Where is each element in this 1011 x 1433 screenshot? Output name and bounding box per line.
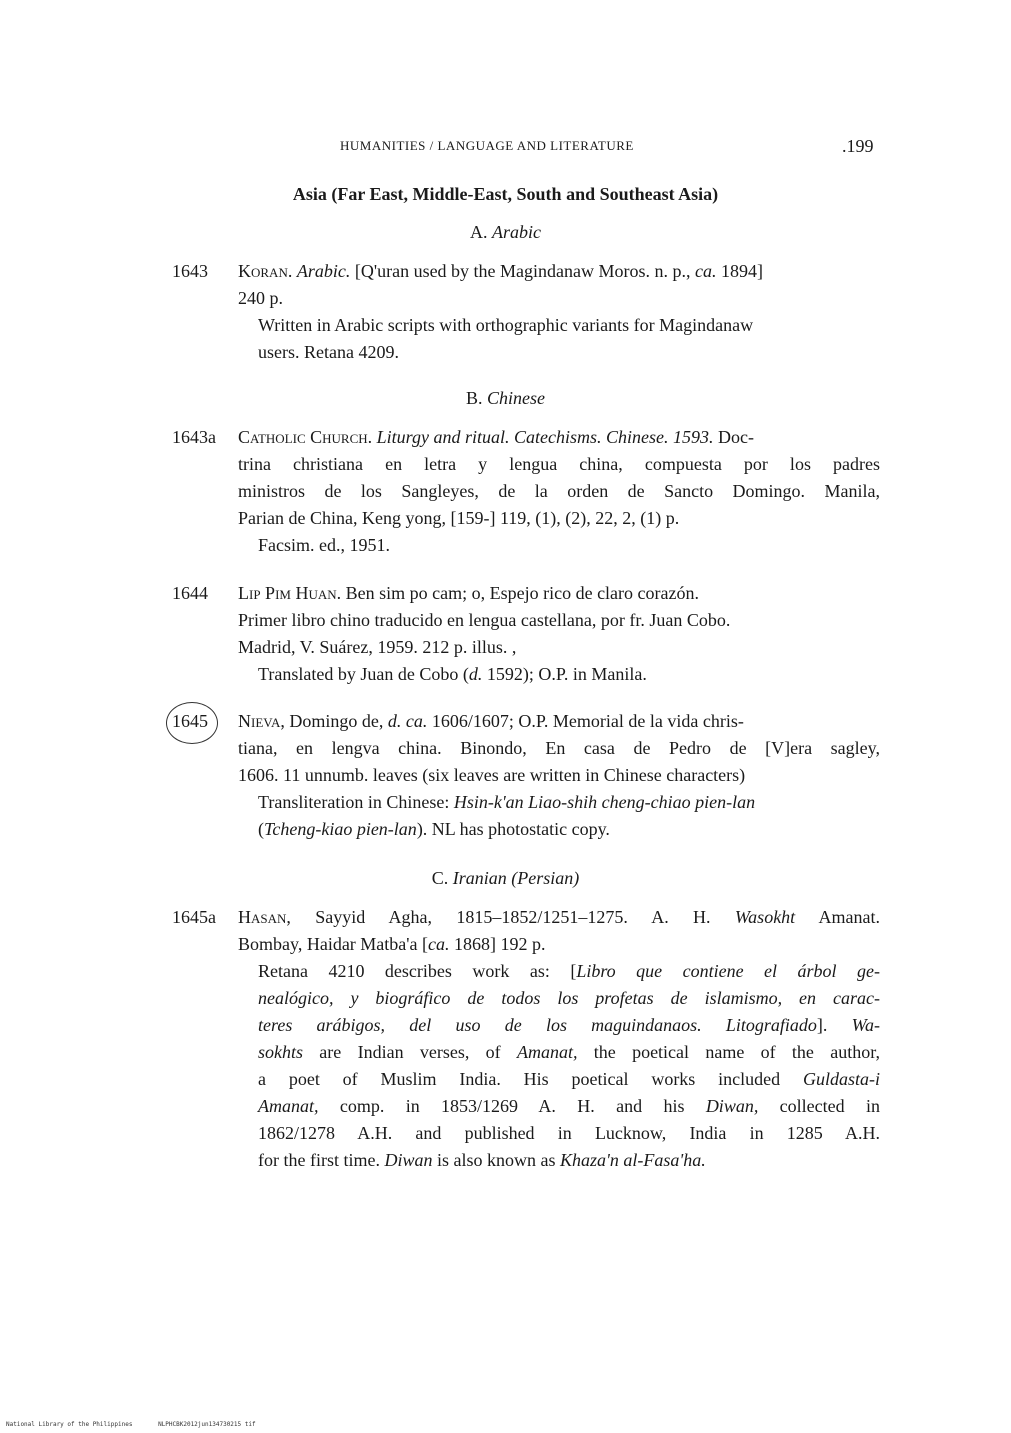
entry-line: tiana, en lengva china. Binondo, En casa de Pedro de [V]era sagley,	[238, 738, 880, 758]
entry-number: 1645a	[172, 907, 216, 927]
subsection-letter: B.	[465, 388, 483, 408]
entry-text: Amanat.	[795, 907, 880, 927]
entry-text: Wasokht	[734, 907, 796, 927]
entry-line: Parian de China, Keng yong, [159-] 119, (1), (2), 22, 2, (1) p.	[238, 508, 680, 528]
subsection-title-iranian	[0, 868, 1011, 889]
entry-text: ].	[816, 1015, 852, 1035]
entry-text: ). NL has photostatic copy.	[416, 819, 610, 839]
subsection-title-chinese	[0, 388, 1011, 409]
subsection-title-arabic	[0, 222, 1011, 243]
entry-text: 1606/1607; O.P. Memorial de la vida chris-	[427, 711, 744, 731]
entry-text: Retana 4210 describes work as: [	[258, 961, 577, 981]
entry-line	[238, 904, 880, 931]
entry-text: are Indian verses, of	[303, 1042, 517, 1062]
entry-text: a poet of Muslim India. His poetical works included	[258, 1069, 803, 1089]
entry-text: Transliteration in Chinese:	[258, 792, 454, 812]
page-number: .199	[842, 136, 874, 156]
entry-body	[238, 708, 880, 843]
entry-author: Koran.	[238, 261, 293, 281]
entry-note-line	[238, 789, 880, 816]
subsection-letter: C.	[431, 868, 449, 888]
entry-text: collected in	[758, 1096, 880, 1116]
entry-text: Translated by Juan de Cobo (	[258, 664, 469, 684]
entry-text: Arabic.	[296, 261, 351, 281]
entry-body	[238, 424, 880, 559]
entry-text: 1894]	[716, 261, 764, 281]
circle-mark	[166, 702, 218, 744]
entry-note-line: 1862/1278 A.H. and published in Lucknow, India in 1285 A.H.	[258, 1123, 880, 1143]
entry-text: Tcheng-kiao pien-lan	[264, 819, 417, 839]
entry-text: comp. in 1853/1269 A. H. and his	[318, 1096, 706, 1116]
entry-text: Diwan	[384, 1150, 433, 1170]
entry-body	[238, 580, 880, 688]
entry-body	[238, 258, 880, 366]
entry-note-line	[238, 985, 880, 1012]
entry-text: sokhts	[258, 1042, 303, 1062]
running-head: HUMANITIES / LANGUAGE AND LITERATURE	[340, 138, 634, 153]
entry-text: Hsin-k'an Liao-shih cheng-chiao pien-lan	[453, 792, 756, 812]
entry-note-line	[238, 1039, 880, 1066]
entry-text: 1868] 192 p.	[449, 934, 546, 954]
entry-text: Diwan,	[705, 1096, 759, 1116]
entry-text: teres arábigos, del uso de los maguindanaos. Litografiado	[258, 1015, 817, 1035]
entry-text: Libro que contiene el árbol ge-	[576, 961, 880, 981]
entry-note-line	[238, 1066, 880, 1093]
entry-author: Hasan,	[238, 907, 291, 927]
subsection-name: Iranian (Persian)	[452, 868, 580, 888]
entry-line: Madrid, V. Suárez, 1959. 212 p. illus. ,	[238, 637, 517, 657]
entry-text: Liturgy and ritual. Catechisms. Chinese. 1593.	[376, 427, 714, 447]
entry-line	[238, 931, 880, 958]
entry-text: ca.	[428, 934, 450, 954]
entry-text: [Q'uran used by the Magindanaw Moros. n. p.,	[354, 261, 696, 281]
entry-author: Nieva,	[238, 711, 285, 731]
entry-number: 1643a	[172, 427, 216, 447]
scan-footer	[6, 1421, 278, 1428]
entry-text: ca.	[695, 261, 717, 281]
entry-note-line	[238, 1012, 880, 1039]
entry-text: Guldasta-i	[802, 1069, 880, 1089]
entry-text: Khaza'n al-Fasa'ha.	[559, 1150, 706, 1170]
entry-line: 1606. 11 unnumb. leaves (six leaves are written in Chinese characters)	[238, 765, 746, 785]
entry-number: 1645	[172, 711, 208, 731]
entry-note-line: Facsim. ed., 1951.	[258, 535, 390, 555]
entry-text: Domingo de,	[289, 711, 388, 731]
section-title: Asia (Far East, Middle-East, South and Southeast Asia)	[292, 184, 719, 204]
footer-file-id: NLPHCBK2012jun134730215 tif	[158, 1421, 256, 1428]
entry-text: Sayyid Agha, 1815–1852/1251–1275. A. H.	[315, 907, 735, 927]
entry-line	[238, 424, 880, 451]
entry-note-line	[238, 661, 880, 688]
entry-author: Lip Pim Huan.	[238, 583, 342, 603]
entry-line: Primer libro chino traducido en lengua castellana, por fr. Juan Cobo.	[238, 610, 731, 630]
entry-text: Ben sim po cam; o, Espejo rico de claro corazón.	[345, 583, 700, 603]
entry-text: Bombay, Haidar Matba'a [	[238, 934, 429, 954]
entry-text: d.	[468, 664, 483, 684]
entry-text: for the first time.	[258, 1150, 385, 1170]
entry-note-line: users. Retana 4209.	[258, 342, 399, 362]
entry-note-line	[238, 816, 880, 843]
entry-line	[238, 580, 880, 607]
entry-body	[238, 904, 880, 1174]
entry-number: 1643	[172, 261, 208, 281]
footer-library: National Library of the Philippines	[6, 1421, 133, 1428]
entry-text: the poetical name of the author,	[577, 1042, 880, 1062]
entry-line	[238, 258, 880, 285]
entry-text: nealógico, y biográfico de todos los profetas de islamismo, en carac-	[258, 988, 880, 1008]
entry-line: trina christiana en letra y lengua china, compuesta por los padres	[238, 454, 880, 474]
entry-text: d. ca.	[387, 711, 428, 731]
entry-text: Amanat,	[258, 1096, 319, 1116]
entry-text: is also known as	[432, 1150, 560, 1170]
subsection-letter: A.	[470, 222, 488, 242]
entry-line: 240 p.	[238, 288, 283, 308]
entry-text: Wa-	[851, 1015, 880, 1035]
entry-line	[238, 708, 880, 735]
entry-text: 1592); O.P. in Manila.	[482, 664, 647, 684]
entry-line: ministros de los Sangleyes, de la orden de Sancto Domingo. Manila,	[238, 481, 880, 501]
entry-text: (	[258, 819, 264, 839]
subsection-name: Chinese	[487, 388, 545, 408]
entry-note-line: Written in Arabic scripts with orthographic variants for Magindanaw	[258, 315, 754, 335]
entry-text: Amanat,	[516, 1042, 578, 1062]
entry-note-line	[238, 958, 880, 985]
entry-text: Doc-	[717, 427, 754, 447]
entry-note-line	[238, 1147, 880, 1174]
subsection-name: Arabic	[492, 222, 541, 242]
entry-number: 1644	[172, 583, 208, 603]
entry-author: Catholic Church.	[238, 427, 373, 447]
entry-note-line	[238, 1093, 880, 1120]
